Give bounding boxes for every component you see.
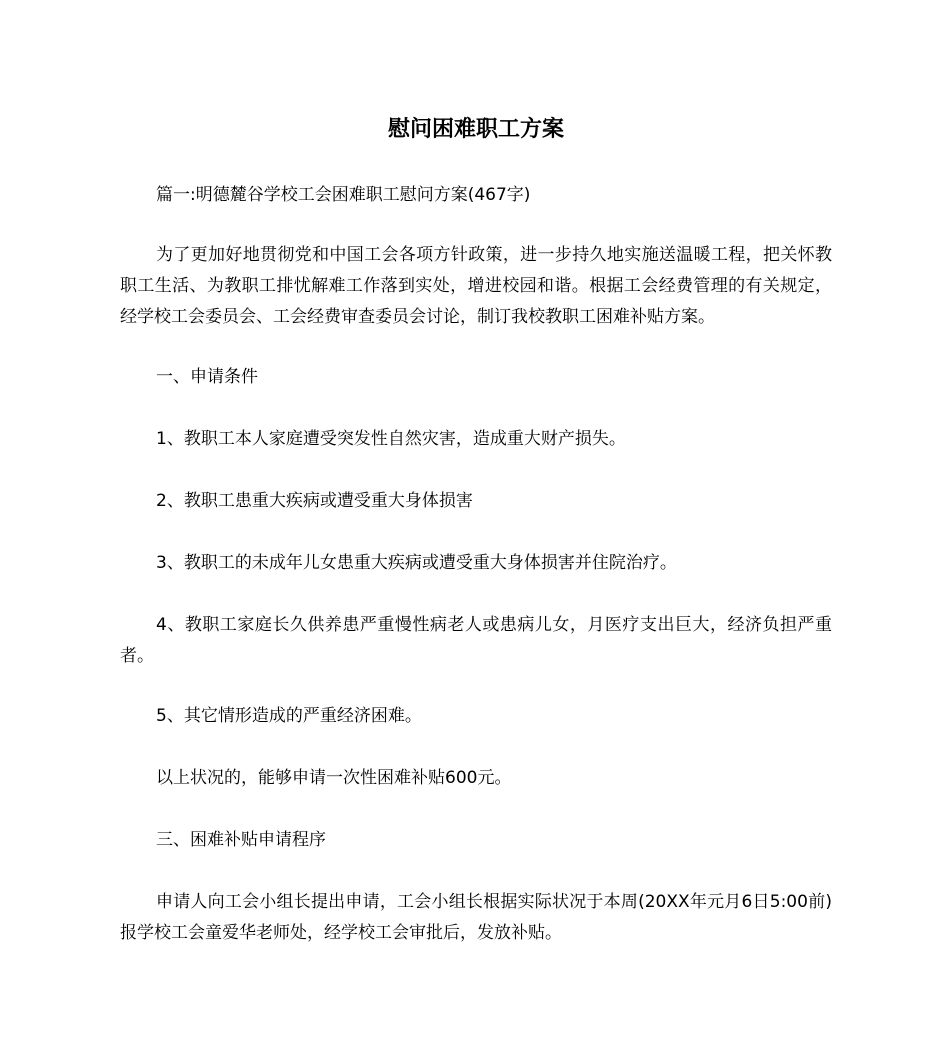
intro-paragraph: 为了更加好地贯彻党和中国工会各项方针政策，进一步持久地实施送温暖工程，把关怀教职工生活、为教职工排忧解难工作落到实处，增进校园和谐。根据工会经费管理的有关规定，经学校工会委员会、工会经费审查委员会讨论，制订我校教职工困难补贴方案。	[120, 245, 832, 327]
section-heading-conditions: 一、申请条件	[156, 367, 258, 387]
condition-item-4: 4、教职工家庭长久供养患严重慢性病老人或患病儿女，月医疗支出巨大，经济负担严重者。	[120, 615, 832, 666]
condition-item-5: 5、其它情形造成的严重经济困难。	[156, 706, 422, 726]
procedure-paragraph: 申请人向工会小组长提出申请，工会小组长根据实际状况于本周(20XX年元月6日5:00前)报学校工会童爱华老师处，经学校工会审批后，发放补贴。	[120, 892, 832, 943]
document-title: 慰问困难职工方案	[387, 117, 564, 142]
condition-item-3: 3、教职工的未成年儿女患重大疾病或遭受重大身体损害并住院治疗。	[156, 553, 677, 573]
article-heading: 篇一:明德麓谷学校工会困难职工慰问方案(467字)	[156, 185, 531, 205]
condition-item-1: 1、教职工本人家庭遭受突发性自然灾害，造成重大财产损失。	[156, 429, 626, 449]
subsidy-amount-paragraph: 以上状况的，能够申请一次性困难补贴600元。	[156, 768, 512, 788]
section-heading-procedure: 三、困难补贴申请程序	[156, 830, 326, 850]
condition-item-2: 2、教职工患重大疾病或遭受重大身体损害	[156, 491, 473, 511]
